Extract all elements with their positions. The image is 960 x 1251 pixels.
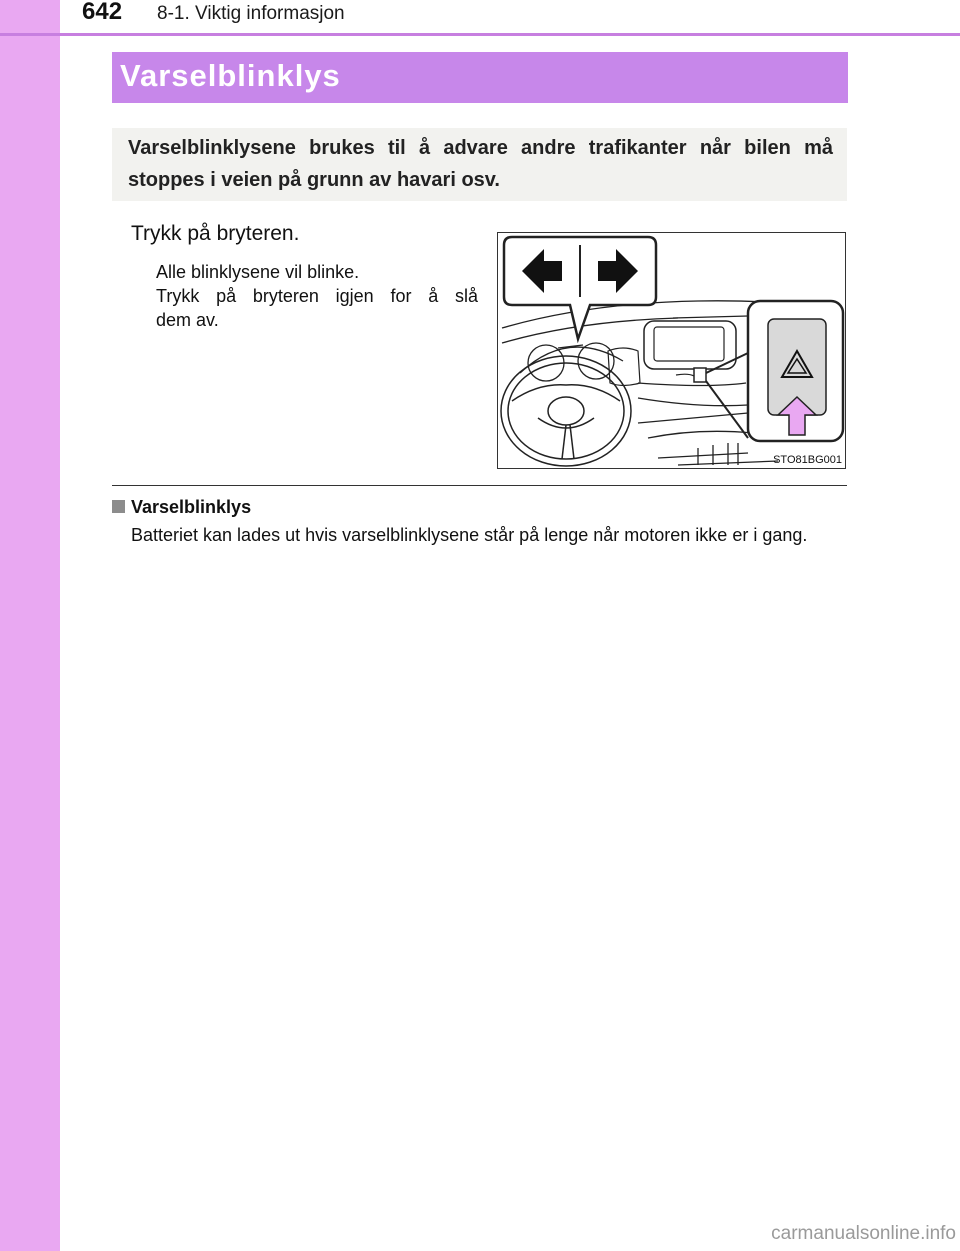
- bullet-square-icon: [112, 500, 125, 513]
- page-title: Varselblinklys: [120, 58, 341, 93]
- step-line-1: Alle blinklysene vil blinke.: [156, 262, 360, 282]
- intro-box: [112, 128, 847, 201]
- section-label: 8-1. Viktig informasjon: [157, 3, 345, 24]
- note-title: Varselblinklys: [131, 497, 252, 517]
- header-rule: [0, 33, 960, 36]
- steering-wheel: [501, 356, 631, 466]
- step-title: Trykk på bryteren.: [131, 222, 300, 245]
- step-description: [156, 260, 478, 332]
- hazard-callout: [748, 301, 843, 441]
- turn-signal-callout: [504, 237, 656, 339]
- note-body: Batteriet kan lades ut hvis varselblinklysene står på lenge når motoren ikke er i gang.: [131, 525, 808, 545]
- note-heading: [112, 497, 251, 518]
- page-number: 642: [82, 0, 123, 25]
- dashboard-figure: [497, 232, 846, 469]
- dashboard-illustration: [498, 233, 846, 469]
- center-display: [644, 321, 736, 369]
- watermark[interactable]: carmanualsonline.info: [771, 1223, 956, 1244]
- step-line-3: dem av.: [156, 310, 219, 330]
- left-margin-band: [0, 0, 60, 1251]
- dash-hazard-switch: [694, 368, 706, 382]
- title-bar: [112, 52, 848, 103]
- step-line-2: Trykk på bryteren igjen for å slå: [156, 286, 478, 306]
- intro-text: Varselblinklysene brukes til å advare andre trafikanter når bilen må stoppes i veien på grunn av havari osv.: [128, 137, 833, 191]
- figure-code: STO81BG001: [773, 454, 842, 466]
- section-divider: [112, 485, 847, 486]
